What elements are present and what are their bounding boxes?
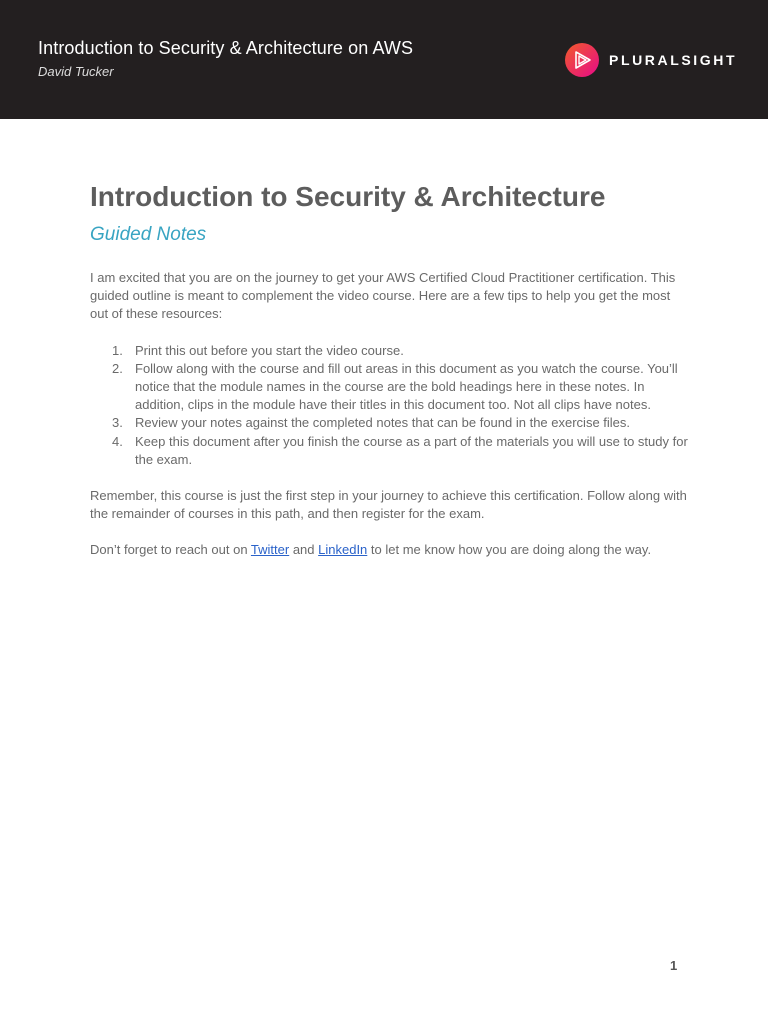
list-item-text: Review your notes against the completed notes that can be found in the exercise files. bbox=[135, 415, 631, 431]
list-item bbox=[112, 414, 690, 432]
list-item bbox=[112, 342, 690, 360]
list-item bbox=[112, 433, 690, 469]
remember-paragraph: Remember, this course is just the first step in your journey to achieve this certification. Follow along with the remainder of courses in this path, and then register for the exam. bbox=[90, 488, 687, 522]
document-header bbox=[0, 0, 768, 119]
closing-text-before: Don’t forget to reach out on bbox=[90, 542, 251, 558]
list-item bbox=[112, 360, 690, 415]
list-item-text: Follow along with the course and fill out areas in this document as you watch the course. You’ll notice that the module names in the course are the bold headings here in these notes. In addition, clips in the module have their titles in this document too. Not all clips have notes. bbox=[135, 360, 678, 413]
tips-list bbox=[90, 342, 690, 469]
linkedin-link[interactable]: LinkedIn bbox=[318, 542, 368, 558]
closing-text-after: to let me know how you are doing along the way. bbox=[367, 542, 652, 558]
list-item-number: 4. bbox=[112, 433, 123, 449]
document-subtitle: Guided Notes bbox=[90, 224, 207, 245]
author-name: David Tucker bbox=[38, 64, 114, 79]
logo-wordmark: PLURALSIGHT bbox=[609, 52, 738, 68]
course-title: Introduction to Security & Architecture on AWS bbox=[38, 38, 414, 58]
list-item-text: Print this out before you start the video course. bbox=[135, 342, 404, 358]
list-item-number: 1. bbox=[112, 342, 123, 358]
list-item-number: 2. bbox=[112, 360, 123, 376]
page-number: 1 bbox=[670, 958, 678, 973]
pluralsight-play-icon bbox=[565, 43, 599, 77]
intro-paragraph: I am excited that you are on the journey to get your AWS Certified Cloud Practitioner certification. This guided outline is meant to complement the video course. Here are a few tips to help you get the most out of these resources: bbox=[90, 270, 676, 322]
document-title: Introduction to Security & Architecture bbox=[90, 181, 606, 212]
document-body bbox=[90, 178, 690, 560]
pluralsight-logo bbox=[565, 43, 737, 77]
closing-text-middle: and bbox=[289, 542, 319, 558]
closing-paragraph bbox=[90, 541, 690, 559]
list-item-number: 3. bbox=[112, 415, 123, 431]
twitter-link[interactable]: Twitter bbox=[250, 542, 290, 558]
list-item-text: Keep this document after you finish the course as a part of the materials you will use to study for the exam. bbox=[135, 433, 688, 467]
